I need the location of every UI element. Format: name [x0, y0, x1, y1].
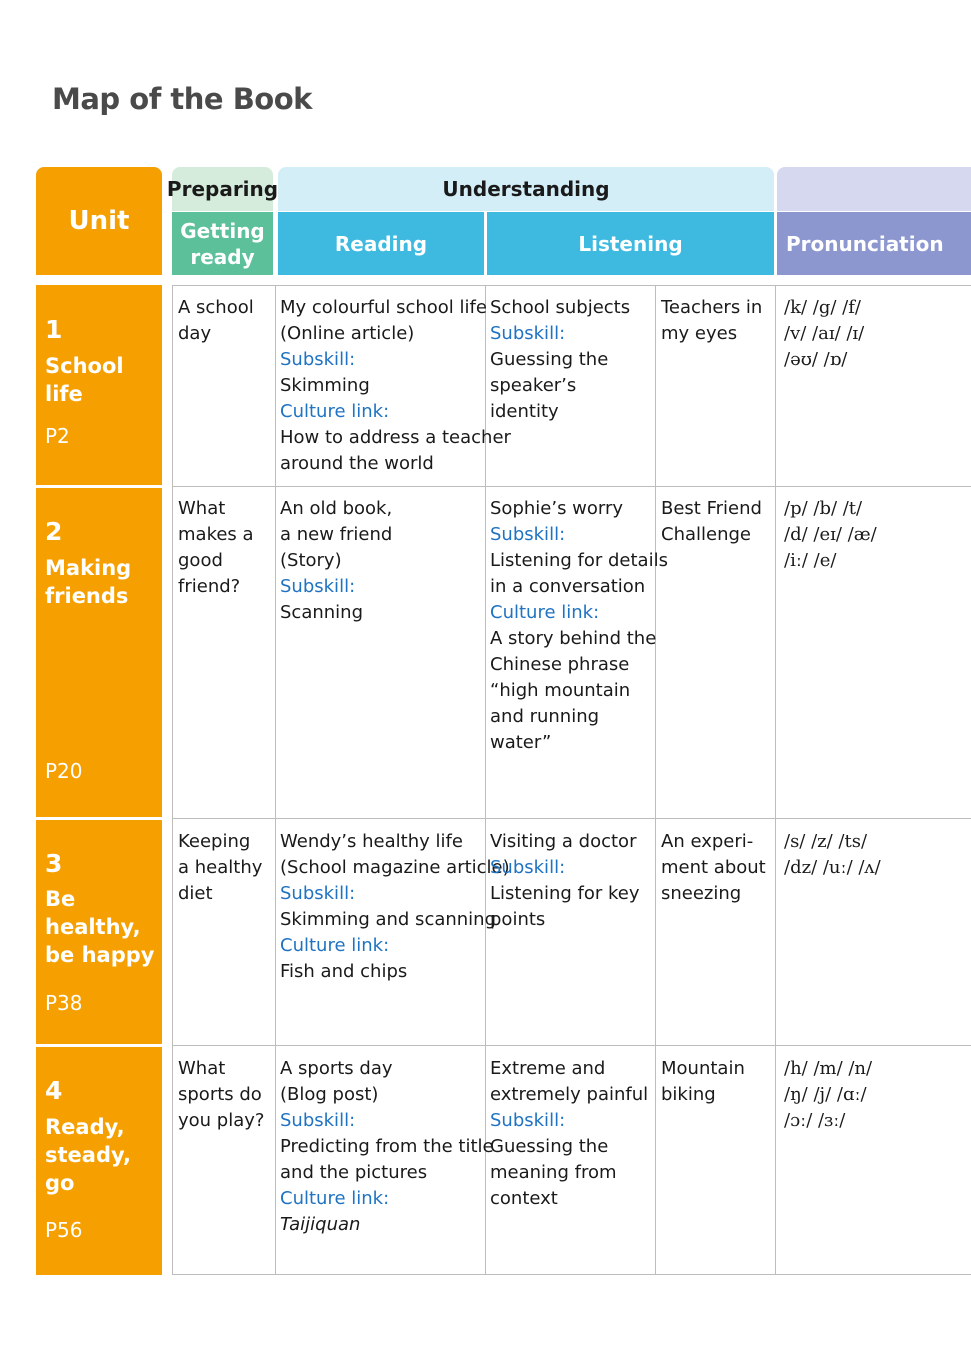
pronunciation-cell: /p/ /b/ /t/ /d/ /eɪ/ /æ/ /iː/ /e/ — [784, 498, 877, 571]
grid-line — [172, 285, 971, 286]
cell-line: (Blog post) — [280, 1084, 379, 1105]
pronunciation-cell: /s/ /z/ /ts/ /dz/ /uː/ /ʌ/ — [784, 831, 881, 878]
reading-cell — [280, 295, 511, 477]
getting-ready-header — [172, 212, 273, 275]
unit-cell-1 — [36, 285, 162, 485]
cell-line: Visiting a doctor — [490, 831, 637, 852]
cell-line: A sports day — [280, 1058, 393, 1079]
cell-line: My colourful school life — [280, 297, 487, 318]
cell-line: (Story) — [280, 550, 342, 571]
getting-ready-cell: A school day — [178, 297, 254, 344]
grid-line — [275, 285, 276, 1275]
reading-header: Reading — [278, 212, 484, 275]
listening-header: Listening — [487, 212, 774, 275]
cell-line: How to address a teacher — [280, 427, 511, 448]
unit-page: P2 — [45, 424, 70, 448]
cell-line: identity — [490, 401, 559, 422]
unit-name: Making friends — [45, 556, 132, 608]
cell-line: “high mountain — [490, 680, 631, 701]
cell-line: and running — [490, 706, 600, 727]
listening-cell — [490, 496, 668, 756]
unit-cell-3 — [36, 820, 162, 1044]
unit-number: 1 — [45, 315, 63, 344]
cell-line: (School magazine article) — [280, 857, 510, 878]
getting-ready-cell: What makes a good friend? — [178, 498, 254, 597]
unit-page: P20 — [45, 759, 83, 783]
getting-ready-cell: Keeping a healthy diet — [178, 831, 263, 904]
cell-line: Guessing the — [490, 349, 609, 370]
listening-activity-cell: An experi- ment about sneezing — [661, 831, 766, 904]
getting-ready-header-label: Getting ready — [180, 218, 265, 269]
cell-line: Taijiquan — [280, 1214, 361, 1235]
page-title: Map of the Book — [52, 82, 312, 116]
unit-number: 2 — [45, 517, 63, 546]
section-label: Subskill: — [280, 576, 356, 597]
grid-line — [172, 285, 173, 1275]
cell-line: Listening for details — [490, 550, 668, 571]
cell-line: Scanning — [280, 602, 364, 623]
unit-page: P56 — [45, 1218, 83, 1242]
cell-line: (Online article) — [280, 323, 415, 344]
grid-line — [172, 818, 971, 819]
pronunciation-header-top — [777, 167, 971, 211]
cell-line: points — [490, 909, 546, 930]
pronunciation-header: Pronunciation — [777, 212, 971, 275]
unit-page: P38 — [45, 991, 83, 1015]
unit-number: 3 — [45, 849, 63, 878]
cell-line: Skimming and scanning — [280, 909, 497, 930]
listening-cell — [490, 829, 639, 933]
understanding-header: Understanding — [278, 167, 774, 211]
reading-cell — [280, 829, 510, 985]
cell-line: water” — [490, 732, 552, 753]
cell-line: Skimming — [280, 375, 370, 396]
reading-cell — [280, 1056, 494, 1238]
grid-line — [172, 1045, 971, 1046]
grid-line — [172, 486, 971, 487]
cell-line: context — [490, 1188, 558, 1209]
section-label: Subskill: — [280, 349, 356, 370]
cell-line: An old book, — [280, 498, 393, 519]
section-label: Subskill: — [490, 524, 566, 545]
cell-line: and the pictures — [280, 1162, 428, 1183]
section-label: Culture link: — [280, 935, 390, 956]
listening-activity-cell: Teachers in my eyes — [661, 297, 763, 344]
cell-line: around the world — [280, 453, 434, 474]
cell-line: Chinese phrase — [490, 654, 630, 675]
preparing-header: Preparing — [172, 167, 273, 211]
section-label: Culture link: — [280, 1188, 390, 1209]
listening-cell — [490, 1056, 648, 1212]
pronunciation-cell: /k/ /g/ /f/ /v/ /aɪ/ /ɪ/ /əʊ/ /ɒ/ — [784, 297, 865, 370]
unit-name: School life — [45, 354, 124, 406]
section-label: Subskill: — [280, 883, 356, 904]
cell-line: A story behind the — [490, 628, 657, 649]
reading-cell — [280, 496, 392, 626]
cell-line: Wendy’s healthy life — [280, 831, 463, 852]
grid-line — [172, 1274, 971, 1275]
unit-number: 4 — [45, 1076, 63, 1105]
grid-line — [655, 285, 656, 1275]
cell-line: meaning from — [490, 1162, 617, 1183]
unit-name: Be healthy, be happy — [45, 887, 155, 967]
section-label: Culture link: — [280, 401, 390, 422]
cell-line: in a conversation — [490, 576, 646, 597]
cell-line: a new friend — [280, 524, 393, 545]
section-label: Subskill: — [280, 1110, 356, 1131]
section-label: Subskill: — [490, 857, 566, 878]
getting-ready-cell: What sports do you play? — [178, 1058, 265, 1131]
unit-name: Ready, steady, go — [45, 1115, 132, 1195]
listening-activity-cell: Mountain biking — [661, 1058, 745, 1105]
listening-activity-cell: Best Friend Challenge — [661, 498, 762, 545]
listening-cell — [490, 295, 630, 425]
cell-line: Extreme and — [490, 1058, 606, 1079]
cell-line: Guessing the — [490, 1136, 609, 1157]
cell-line: Predicting from the title — [280, 1136, 494, 1157]
unit-header: Unit — [36, 167, 162, 275]
grid-line — [775, 285, 776, 1275]
cell-line: Listening for key — [490, 883, 640, 904]
section-label: Culture link: — [490, 602, 600, 623]
cell-line: speaker’s — [490, 375, 577, 396]
cell-line: Sophie’s worry — [490, 498, 624, 519]
pronunciation-cell: /h/ /m/ /n/ /ŋ/ /j/ /ɑː/ /ɔː/ /ɜː/ — [784, 1058, 873, 1131]
unit-cell-2 — [36, 488, 162, 817]
unit-cell-4 — [36, 1047, 162, 1275]
cell-line: School subjects — [490, 297, 631, 318]
section-label: Subskill: — [490, 1110, 566, 1131]
cell-line: extremely painful — [490, 1084, 649, 1105]
cell-line: Fish and chips — [280, 961, 408, 982]
section-label: Subskill: — [490, 323, 566, 344]
